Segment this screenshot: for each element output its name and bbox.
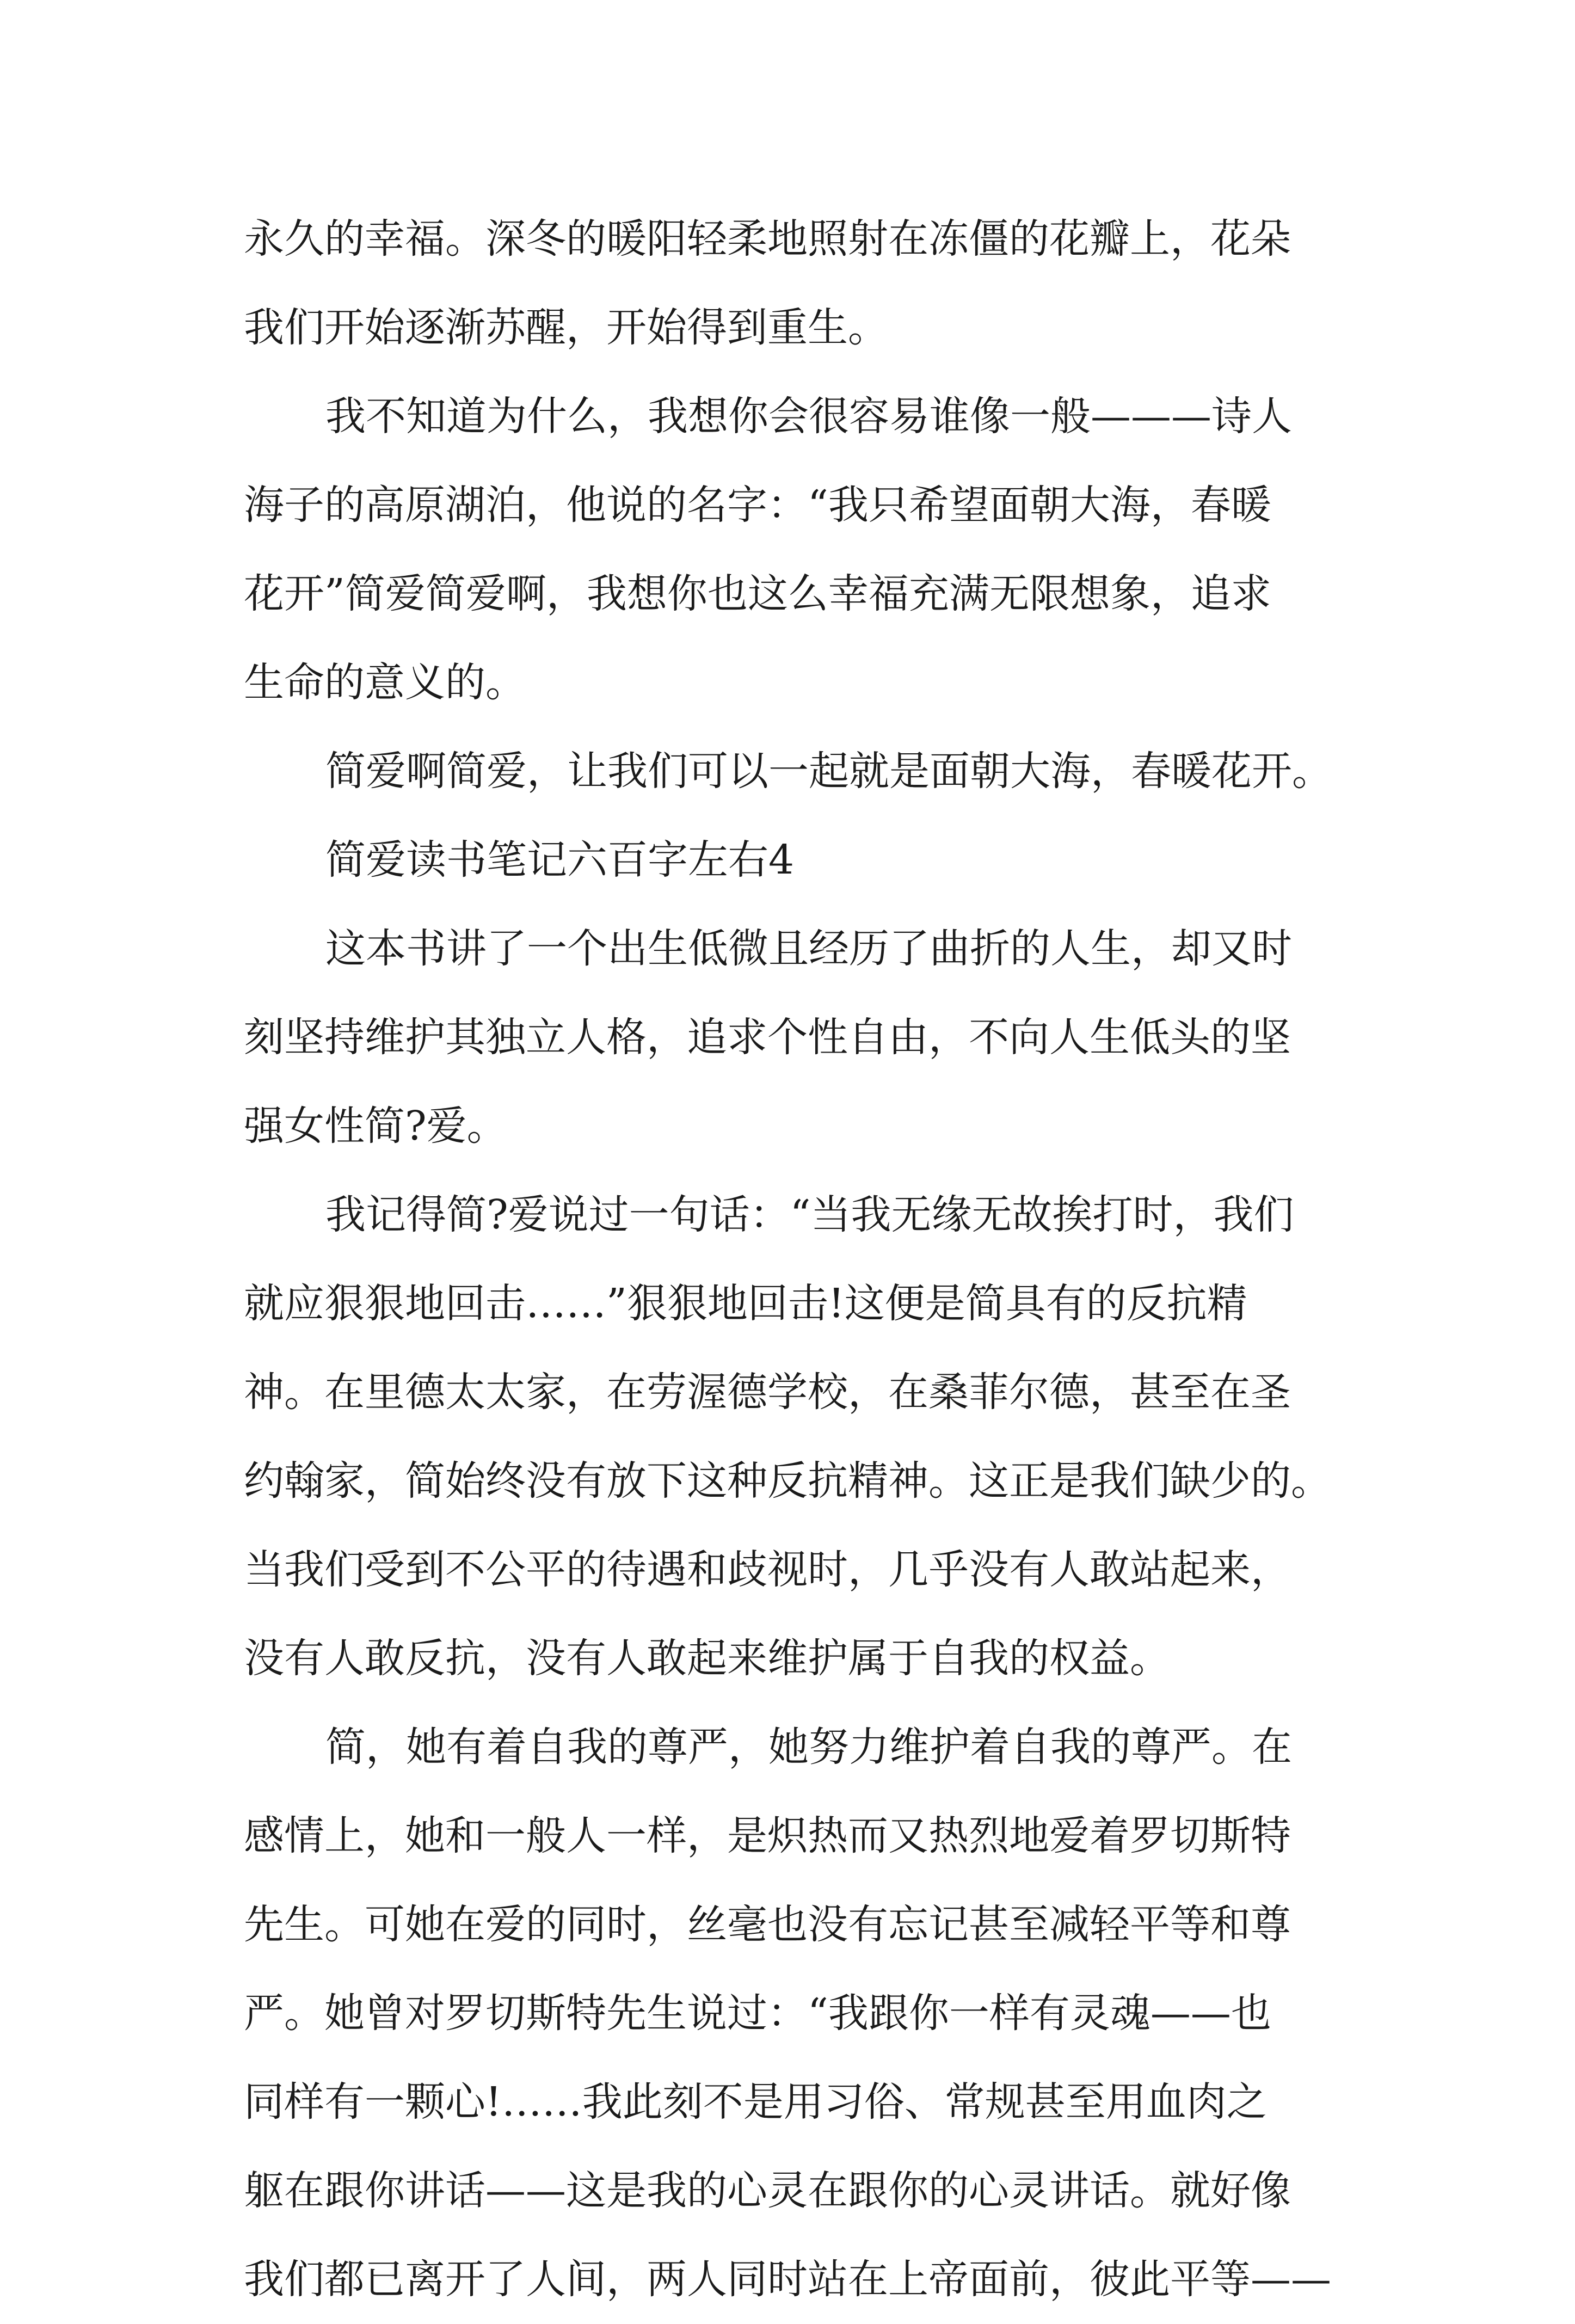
paragraph	[244, 195, 1354, 372]
text-line: 这本书讲了一个出生低微且经历了曲折的人生，却又时	[325, 925, 1292, 972]
paragraph	[244, 727, 1354, 816]
text-line: 简爱啊简爱，让我们可以一起就是面朝大海，春暖花开。	[325, 748, 1332, 795]
text-line: 花开”简爱简爱啊，我想你也这么幸福充满无限想象，追求	[244, 570, 1271, 617]
paragraph	[244, 905, 1354, 1171]
document-body	[244, 195, 1354, 2324]
text-line: 我记得简?爱说过一句话：“当我无缘无故挨打时，我们	[325, 1191, 1294, 1238]
section-heading	[244, 816, 1354, 905]
text-line: 刻坚持维护其独立人格，追求个性自由，不向人生低头的坚	[244, 1014, 1291, 1061]
text-line: 躯在跟你讲话——这是我的心灵在跟你的心灵讲话。就好像	[244, 2167, 1291, 2214]
text-line: 神。在里德太太家，在劳渥德学校，在桑菲尔德，甚至在圣	[244, 1369, 1291, 1416]
text-line: 强女性简?爱。	[244, 1103, 507, 1149]
text-line: 当我们受到不公平的待遇和歧视时，几乎没有人敢站起来，	[244, 1546, 1291, 1593]
text-line: 我们都已离开了人间，两人同时站在上帝面前，彼此平等——	[244, 2256, 1331, 2303]
text-line: 严。她曾对罗切斯特先生说过：“我跟你一样有灵魂——也	[244, 1990, 1271, 2037]
text-line: 先生。可她在爱的同时，丝毫也没有忘记甚至减轻平等和尊	[244, 1901, 1291, 1948]
heading-text: 简爱读书笔记六百字左右4	[325, 837, 795, 883]
paragraph	[244, 1171, 1354, 1703]
text-line: 同样有一颗心!……我此刻不是用习俗、常规甚至用血肉之	[244, 2079, 1267, 2125]
text-line: 感情上，她和一般人一样，是炽热而又热烈地爱着罗切斯特	[244, 1812, 1291, 1859]
text-line: 海子的高原湖泊，他说的名字：“我只希望面朝大海，春暖	[244, 482, 1271, 528]
text-line: 就应狠狠地回击……”狠狠地回击!这便是简具有的反抗精	[244, 1280, 1247, 1327]
paragraph	[244, 372, 1354, 727]
text-line: 我不知道为什么，我想你会很容易谁像一般———诗人	[325, 393, 1292, 440]
paragraph	[244, 1703, 1354, 2324]
text-line: 没有人敢反抗，没有人敢起来维护属于自我的权益。	[244, 1635, 1170, 1682]
text-line: 约翰家，简始终没有放下这种反抗精神。这正是我们缺少的。	[244, 1458, 1331, 1504]
text-line: 简，她有着自我的尊严，她努力维护着自我的尊严。在	[325, 1724, 1292, 1770]
text-line: 永久的幸福。深冬的暖阳轻柔地照射在冻僵的花瓣上，花朵	[244, 216, 1291, 262]
text-line: 生命的意义的。	[244, 659, 526, 706]
text-line: 我们开始逐渐苏醒，开始得到重生。	[244, 304, 888, 351]
